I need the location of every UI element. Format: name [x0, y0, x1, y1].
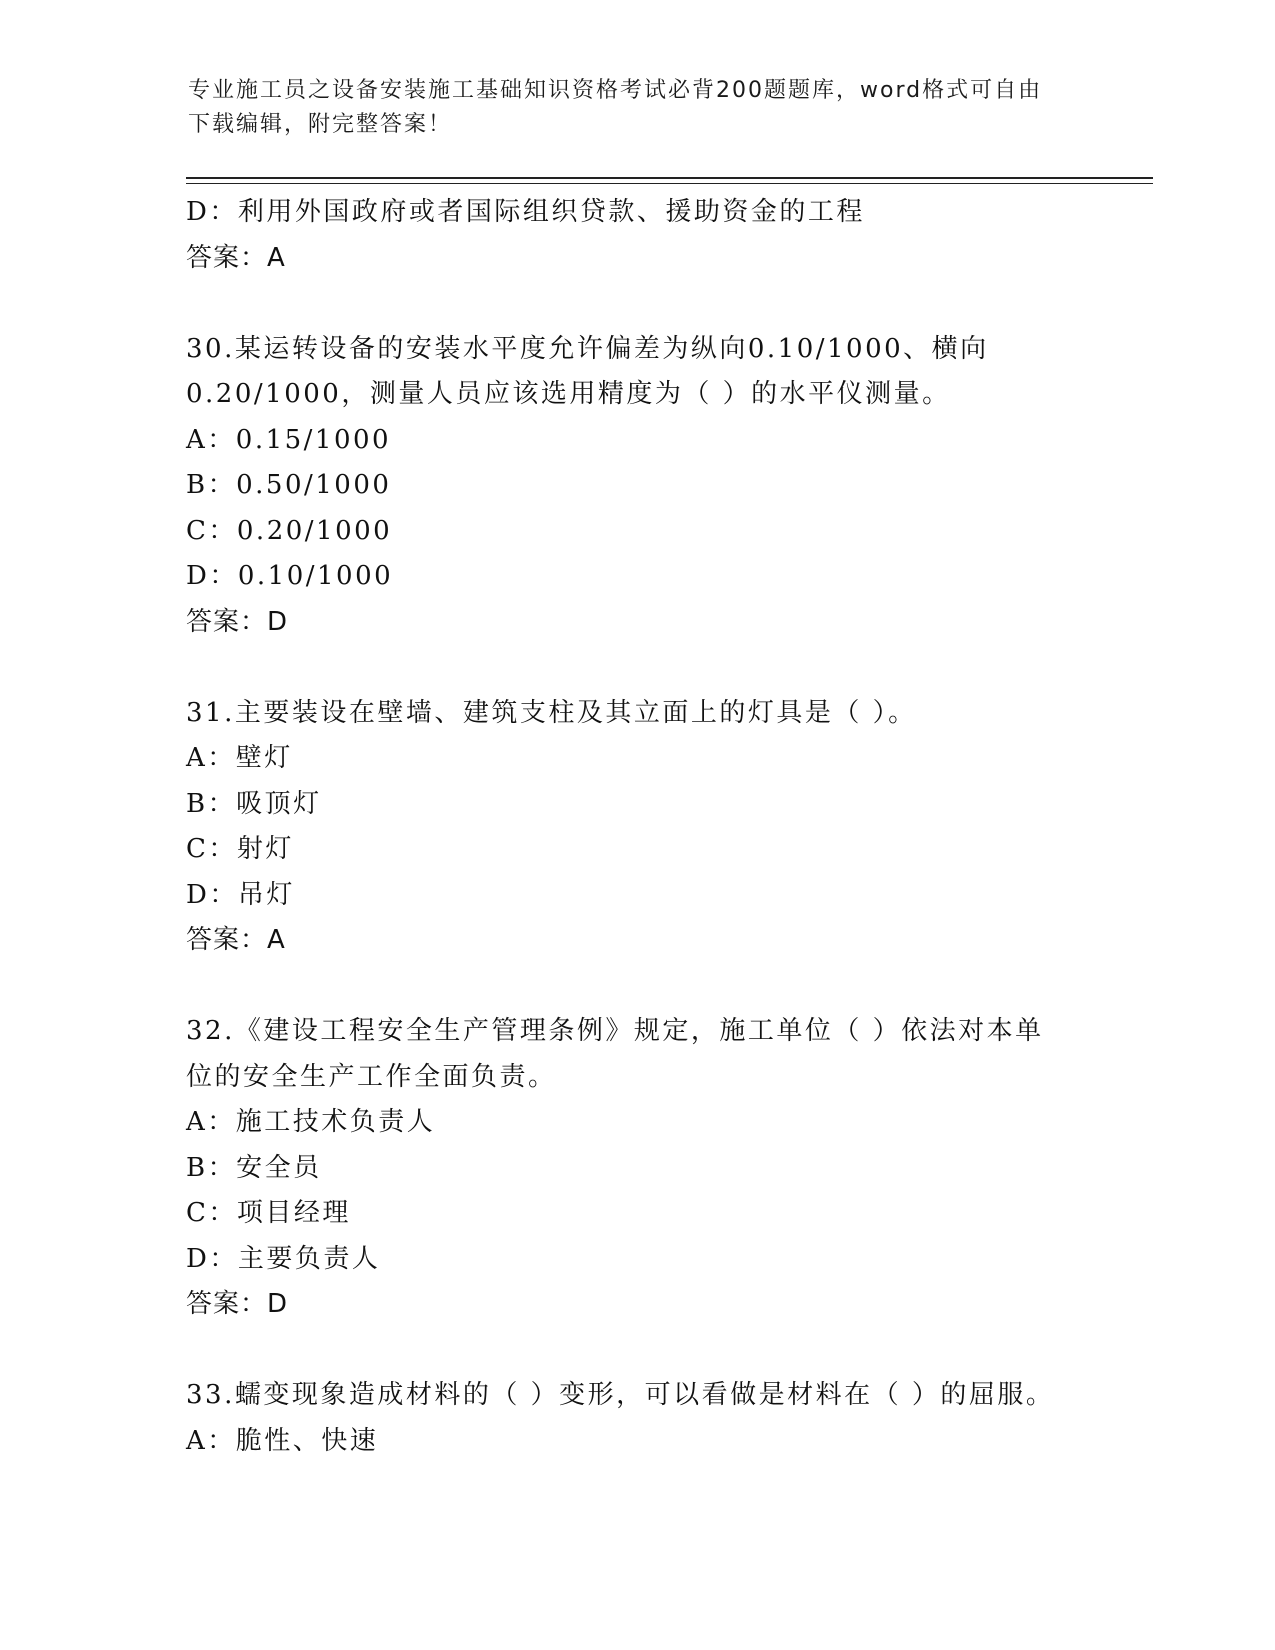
option-a: A：脆性、快速 [186, 1425, 379, 1456]
header-divider-thick [186, 177, 1153, 179]
option-a: A：0.15/1000 [186, 424, 392, 455]
question-stem: 33.蠕变现象造成材料的（ ）变形，可以看做是材料在（ ）的屈服。 [186, 1380, 1055, 1410]
question-stem: 位的安全生产工作全面负责。 [186, 1061, 557, 1092]
header-line-2: 下载编辑，附完整答案！ [188, 112, 453, 137]
option-b: B：0.50/1000 [186, 470, 392, 500]
option-d: D：利用外国政府或者国际组织贷款、援助资金的工程 [186, 197, 865, 227]
document-body [186, 190, 1086, 1464]
option-c: C：0.20/1000 [186, 515, 393, 546]
question-stem: 0.20/1000，测量人员应该选用精度为（ ）的水平仪测量。 [186, 379, 951, 409]
spacer [186, 281, 1086, 327]
header-divider-thin [186, 183, 1153, 184]
option-a: A：施工技术负责人 [186, 1107, 436, 1137]
option-a: A：壁灯 [186, 743, 293, 773]
option-d: D：主要负责人 [186, 1243, 381, 1274]
question-stem: 31.主要装设在壁墙、建筑支柱及其立面上的灯具是（ ）。 [186, 697, 917, 728]
option-b: B：安全员 [186, 1152, 322, 1183]
question-stem: 32.《建设工程安全生产管理条例》规定，施工单位（ ）依法对本单 [186, 1016, 1044, 1046]
option-b: B：吸顶灯 [186, 788, 322, 819]
spacer [186, 1328, 1086, 1374]
option-d: D：吊灯 [186, 879, 295, 910]
option-c: C：项目经理 [186, 1198, 351, 1228]
document-header [188, 74, 1088, 142]
answer-line: 答案：D [186, 606, 289, 637]
header-line-1: 专业施工员之设备安装施工基础知识资格考试必背200题题库，word格式可自由 [188, 78, 1043, 103]
answer-line: 答案：A [186, 925, 286, 955]
question-stem: 30.某运转设备的安装水平度允许偏差为纵向0.10/1000、横向 [186, 333, 989, 364]
answer-line: 答案：D [186, 1289, 289, 1319]
option-d: D：0.10/1000 [186, 561, 394, 591]
spacer [186, 964, 1086, 1010]
spacer [186, 645, 1086, 691]
option-c: C：射灯 [186, 834, 294, 864]
answer-line: 答案：A [186, 242, 286, 273]
